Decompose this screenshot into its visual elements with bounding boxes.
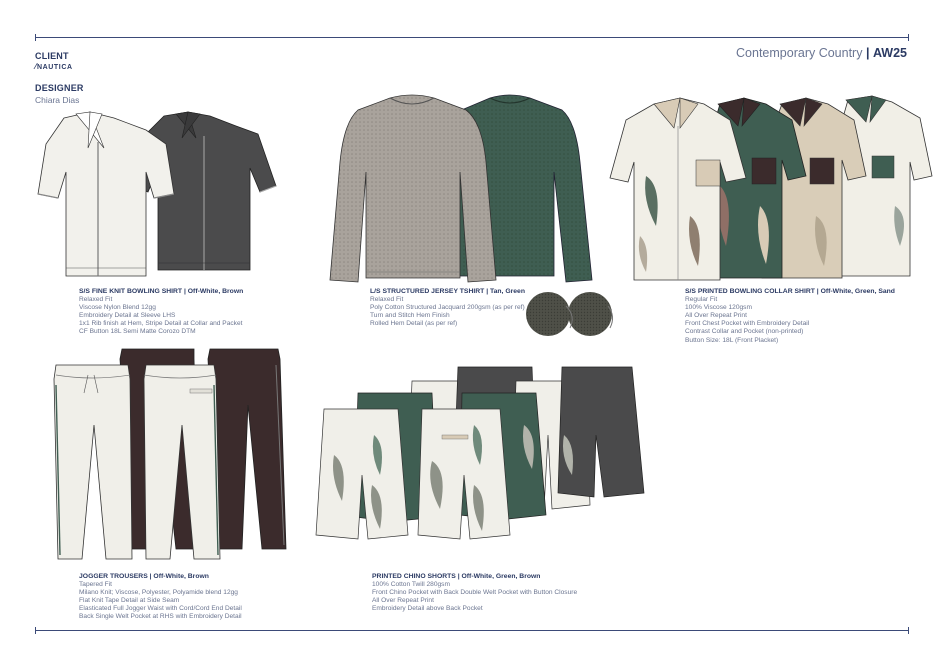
product-detail: Viscose Nylon Blend 12gg <box>79 304 156 312</box>
jogger-trousers-sketch <box>52 345 292 565</box>
product-title: S/S PRINTED BOWLING COLLAR SHIRT | Off-White, Green, Sand <box>685 288 895 295</box>
jogger-trousers-description <box>79 573 242 622</box>
client-label: CLIENT <box>35 51 69 61</box>
bottom-rule <box>35 630 909 631</box>
product-detail: Button Size: 18L (Front Placket) <box>685 336 779 344</box>
knit-bowling-shirt-sketch <box>36 108 286 283</box>
product-detail: Milano Knit; Viscose, Polyester, Polyamide blend 12gg <box>79 589 238 597</box>
product-detail: Turn and Stitch Hem Finish <box>370 312 450 320</box>
product-detail: Embroidery Detail at Sleeve LHS <box>79 312 176 320</box>
product-detail: Relaxed Fit <box>370 296 404 304</box>
product-detail: Rolled Hem Detail (as per ref) <box>370 320 458 328</box>
chino-shorts-sketch <box>314 365 649 543</box>
product-detail: 100% Cotton Twill 280gsm <box>372 581 450 589</box>
product-title: S/S FINE KNIT BOWLING SHIRT | Off-White, Brown <box>79 288 244 295</box>
product-detail: CF Button 18L Semi Matte Corozo DTM <box>79 328 196 336</box>
printed-bowling-shirt-description <box>685 288 895 345</box>
fabric-swatches <box>526 290 616 338</box>
product-detail: All Over Repeat Print <box>685 312 747 320</box>
product-detail: Flat Knit Tape Detail at Side Seam <box>79 597 180 605</box>
product-detail: 100% Viscose 120gsm <box>685 304 752 312</box>
product-title: PRINTED CHINO SHORTS | Off-White, Green, Brown <box>372 573 541 580</box>
designer-label: DESIGNER <box>35 83 84 93</box>
product-detail: Embroidery Detail above Back Pocket <box>372 605 483 613</box>
product-title: L/S STRUCTURED JERSEY TSHIRT | Tan, Green <box>370 288 525 295</box>
product-detail: Front Chest Pocket with Embroidery Detail <box>685 320 810 328</box>
knit-bowling-shirt-description <box>79 288 243 337</box>
top-rule <box>35 37 909 38</box>
client-logo: ⁄NAUTICA <box>35 62 73 71</box>
product-detail: 1x1 Rib finish at Hem, Stripe Detail at Collar and Packet <box>79 320 243 328</box>
product-detail: Elasticated Full Jogger Waist with Cord/Cord End Detail <box>79 605 242 613</box>
product-detail: All Over Repeat Print <box>372 597 434 605</box>
chino-shorts-description <box>372 573 577 613</box>
product-title: JOGGER TROUSERS | Off-White, Brown <box>79 573 209 580</box>
product-detail: Tapered Fit <box>79 581 112 589</box>
jersey-tshirt-sketch <box>330 92 605 287</box>
product-detail: Front Chino Pocket with Back Double Welt Pocket with Button Closure <box>372 589 578 597</box>
jersey-tshirt-description <box>370 288 525 328</box>
printed-bowling-shirt-sketch <box>610 96 935 281</box>
product-detail: Contrast Collar and Pocket (non-printed) <box>685 328 804 336</box>
collection-title: Contemporary Country | AW25 <box>736 46 907 60</box>
product-detail: Relaxed Fit <box>79 296 113 304</box>
product-detail: Poly Cotton Structured Jacquard 200gsm (as per ref) <box>370 304 525 312</box>
product-detail: Regular Fit <box>685 296 718 304</box>
product-detail: Back Single Welt Pocket at RHS with Embroidery Detail <box>79 613 242 621</box>
designer-name: Chiara Dias <box>35 95 80 105</box>
